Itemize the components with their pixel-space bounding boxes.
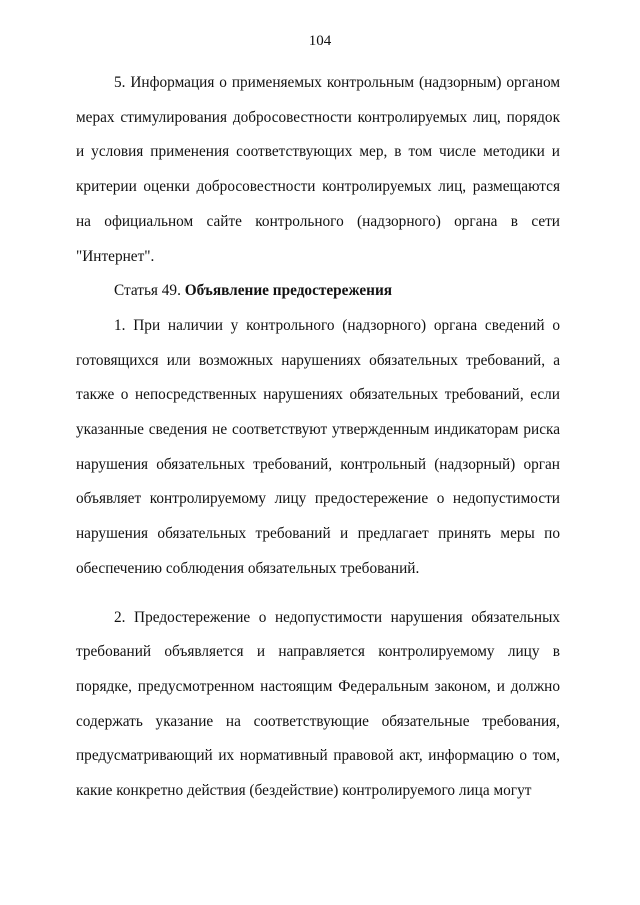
paragraph-information-measures: 5. Информация о применяемых контрольным (надзорным) органом мерах стимулирования добросовестности контролируемых лиц, порядок и условия применения соответствующих мер, в том числе методики и критерии оценки добросовестности контролируемых лиц, размещаются на официальном сайте контрольного (надзорного) органа в сети "Интернет".	[76, 74, 560, 265]
article-title: Объявление предостережения	[184, 282, 393, 300]
document-body	[76, 66, 560, 809]
page-number: 104	[308, 33, 332, 49]
paragraph-article-49-part-2: 2. Предостережение о недопустимости нарушения обязательных требований объявляется и направляется контролируемому лицу в порядке, предусмотренном настоящим Федеральным законом, и должно содержать указание на соответствующие обязательные требования, предусматривающий их нормативный правовой акт, информацию о том, какие конкретно действия (бездействие) контролируемого лица могут	[76, 608, 560, 800]
article-label: Статья 49.	[114, 282, 181, 300]
paragraph-article-49-part-1: 1. При наличии у контрольного (надзорного) органа сведений о готовящихся или возможных нарушениях обязательных требований, а также о непосредственных нарушениях обязательных требований, если указанные сведения не соответствуют утвержденным индикаторам риска нарушения обязательных требований, контрольный (надзорный) орган объявляет контролируемому лицу предостережение о недопустимости нарушения обязательных требований и предлагает принять меры по обеспечению соблюдения обязательных требований.	[76, 316, 560, 577]
article-heading	[76, 274, 560, 309]
